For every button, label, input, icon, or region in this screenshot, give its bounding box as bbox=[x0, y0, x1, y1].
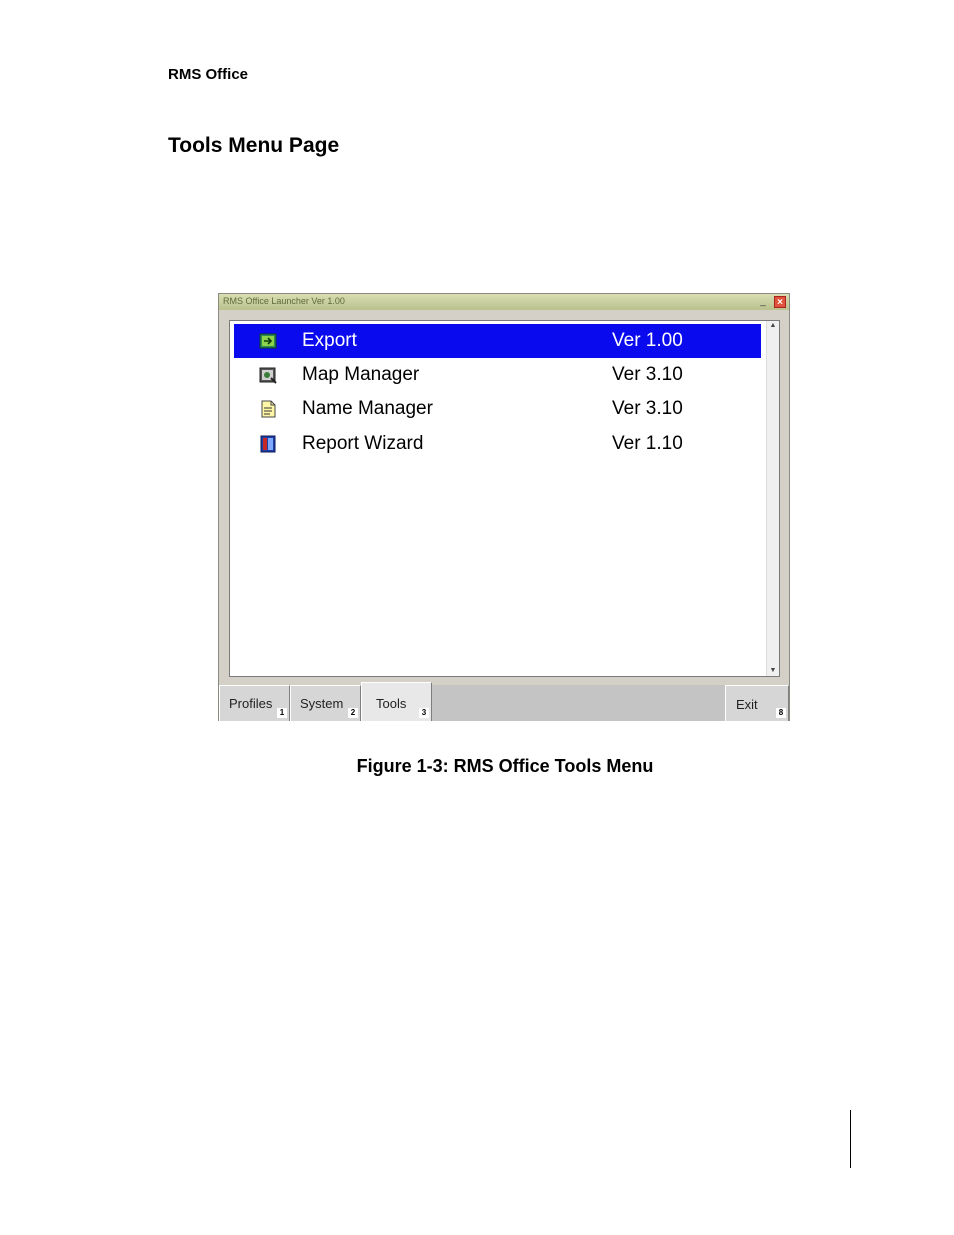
tool-row-map-manager[interactable] bbox=[234, 358, 761, 392]
tool-version: Ver 1.00 bbox=[612, 330, 683, 351]
tools-list bbox=[229, 320, 780, 677]
tool-name: Report Wizard bbox=[302, 433, 424, 454]
tool-name: Map Manager bbox=[302, 364, 420, 385]
tab-bar bbox=[219, 685, 789, 721]
tool-name: Export bbox=[302, 330, 357, 351]
tab-label: System bbox=[300, 696, 344, 711]
vertical-scrollbar[interactable] bbox=[766, 321, 779, 676]
close-button[interactable]: × bbox=[774, 296, 786, 308]
tab-exit[interactable] bbox=[725, 685, 789, 721]
tab-system[interactable] bbox=[290, 685, 361, 721]
tab-profiles[interactable] bbox=[219, 685, 290, 721]
document-icon bbox=[259, 400, 277, 418]
tool-version: Ver 3.10 bbox=[612, 398, 683, 419]
map-icon bbox=[259, 366, 277, 384]
app-window bbox=[218, 293, 790, 721]
shortcut-badge: 2 bbox=[348, 708, 358, 718]
tool-row-report-wizard[interactable] bbox=[234, 427, 761, 461]
minimize-button[interactable]: _ bbox=[760, 296, 766, 307]
tool-version: Ver 1.10 bbox=[612, 433, 683, 454]
shortcut-badge: 1 bbox=[277, 708, 287, 718]
book-icon bbox=[259, 435, 277, 453]
tab-label: Profiles bbox=[229, 696, 273, 711]
shortcut-badge: 8 bbox=[776, 708, 786, 718]
margin-rule bbox=[850, 1110, 851, 1168]
tool-row-name-manager[interactable] bbox=[234, 392, 761, 426]
export-icon bbox=[259, 332, 277, 350]
figure-caption: Figure 1-3: RMS Office Tools Menu bbox=[356, 756, 654, 776]
scroll-down-arrow-icon[interactable]: ▼ bbox=[769, 667, 777, 674]
shortcut-badge: 3 bbox=[419, 708, 429, 718]
window-title: RMS Office Launcher Ver 1.00 bbox=[223, 296, 345, 306]
tool-row-export[interactable] bbox=[234, 324, 761, 358]
tab-label: Exit bbox=[736, 697, 758, 712]
section-title: Tools Menu Page bbox=[168, 134, 340, 157]
running-head: RMS Office bbox=[168, 66, 249, 83]
window-titlebar[interactable] bbox=[219, 294, 789, 310]
tool-version: Ver 3.10 bbox=[612, 364, 683, 385]
tab-tools[interactable] bbox=[361, 682, 432, 721]
tab-label: Tools bbox=[376, 696, 407, 711]
scroll-up-arrow-icon[interactable]: ▲ bbox=[769, 322, 777, 329]
tool-name: Name Manager bbox=[302, 398, 433, 419]
